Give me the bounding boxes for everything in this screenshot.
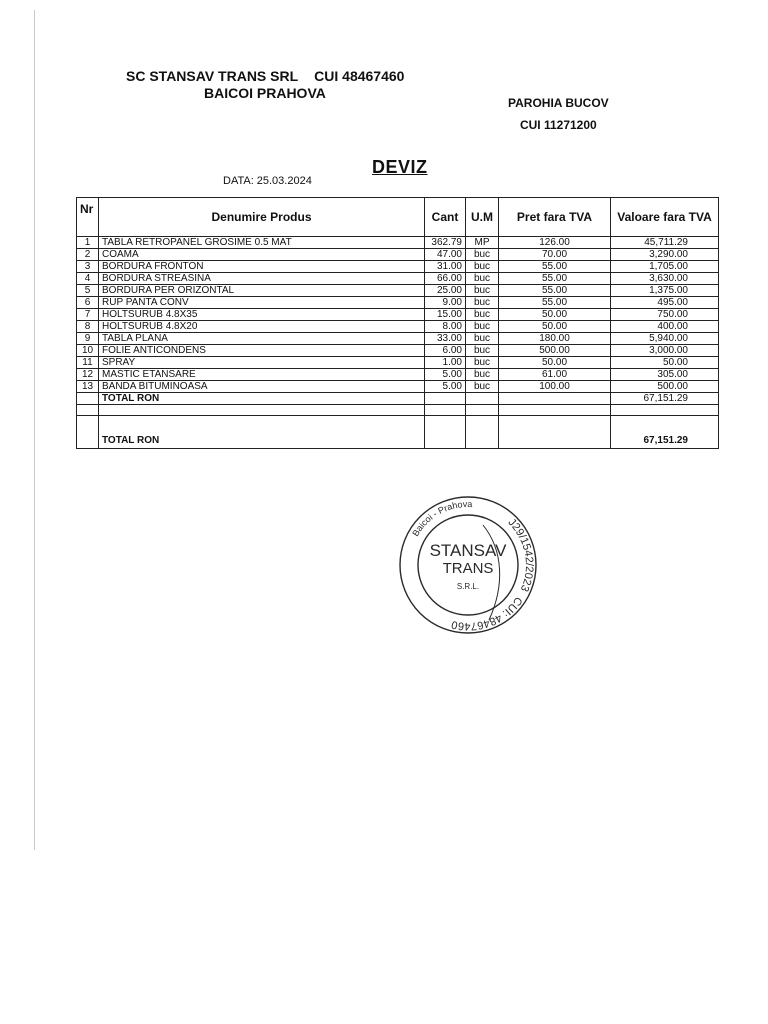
row-valoare: 500.00 [611, 381, 719, 393]
row-cant: 25.00 [425, 285, 466, 297]
row-pret: 500.00 [499, 345, 611, 357]
row-valoare: 305.00 [611, 369, 719, 381]
row-cant: 362.79 [425, 237, 466, 249]
row-name: SPRAY [99, 357, 425, 369]
subtotal-row [77, 393, 719, 405]
row-valoare: 5,940.00 [611, 333, 719, 345]
row-cant: 5.00 [425, 369, 466, 381]
row-name: MASTIC ETANSARE [99, 369, 425, 381]
company-stamp [393, 490, 543, 640]
stamp-line1: STANSAV [429, 541, 507, 560]
row-pret: 61.00 [499, 369, 611, 381]
empty-cell [499, 405, 611, 416]
row-um: buc [466, 345, 499, 357]
row-pret: 180.00 [499, 333, 611, 345]
table-row [77, 321, 719, 333]
row-um: buc [466, 333, 499, 345]
subtotal-empty-cell [77, 393, 99, 405]
row-valoare: 50.00 [611, 357, 719, 369]
table-row [77, 297, 719, 309]
row-um: buc [466, 249, 499, 261]
empty-row [77, 405, 719, 416]
table-row [77, 381, 719, 393]
subtotal-empty-cell [466, 393, 499, 405]
date-label: DATA: [223, 175, 254, 187]
subtotal-empty-cell [425, 393, 466, 405]
row-name: HOLTSURUB 4.8X35 [99, 309, 425, 321]
row-cant: 31.00 [425, 261, 466, 273]
subtotal-label: TOTAL RON [99, 393, 425, 405]
row-valoare: 3,290.00 [611, 249, 719, 261]
row-nr: 4 [77, 273, 99, 285]
client-cui: CUI 11271200 [519, 118, 597, 132]
row-name: COAMA [99, 249, 425, 261]
stamp-line2: TRANS [442, 560, 494, 577]
document-title: DEVIZ [372, 157, 428, 177]
client-block [508, 92, 609, 136]
row-nr: 9 [77, 333, 99, 345]
header-name: Denumire Produs [99, 198, 425, 237]
final-total-value: 67,151.29 [611, 416, 719, 449]
table-row [77, 273, 719, 285]
table-row [77, 237, 719, 249]
row-valoare: 1,705.00 [611, 261, 719, 273]
empty-cell [425, 405, 466, 416]
company-header [126, 68, 404, 102]
empty-cell [466, 405, 499, 416]
row-um: buc [466, 297, 499, 309]
stamp-suffix: S.R.L. [456, 582, 480, 591]
row-nr: 13 [77, 381, 99, 393]
row-um: buc [466, 285, 499, 297]
subtotal-value: 67,151.29 [611, 393, 719, 405]
row-pret: 70.00 [499, 249, 611, 261]
row-um: buc [466, 369, 499, 381]
table-row [77, 369, 719, 381]
row-valoare: 3,000.00 [611, 345, 719, 357]
final-total-label: TOTAL RON [99, 416, 425, 449]
row-pret: 55.00 [499, 285, 611, 297]
row-pret: 50.00 [499, 309, 611, 321]
row-cant: 5.00 [425, 381, 466, 393]
table-row [77, 333, 719, 345]
row-name: RUP PANTA CONV [99, 297, 425, 309]
estimate-table [76, 197, 719, 449]
company-name: SC STANSAV TRANS SRL [126, 68, 299, 84]
row-nr: 1 [77, 237, 99, 249]
final-empty-cell [77, 416, 99, 449]
scan-edge-line [34, 10, 35, 850]
row-valoare: 495.00 [611, 297, 719, 309]
final-empty-cell [499, 416, 611, 449]
row-cant: 47.00 [425, 249, 466, 261]
stamp-ring-right: CUI: 48467460 [450, 594, 525, 633]
row-nr: 10 [77, 345, 99, 357]
company-location: BAICOI PRAHOVA [204, 85, 326, 101]
row-cant: 8.00 [425, 321, 466, 333]
row-cant: 9.00 [425, 297, 466, 309]
row-valoare: 1,375.00 [611, 285, 719, 297]
row-pret: 55.00 [499, 297, 611, 309]
header-cant: Cant [425, 198, 466, 237]
row-nr: 3 [77, 261, 99, 273]
row-pret: 55.00 [499, 261, 611, 273]
client-name: PAROHIA BUCOV [508, 96, 609, 110]
row-pret: 50.00 [499, 321, 611, 333]
stamp-ring-bottom: Baicoi - Prahova [410, 498, 473, 539]
date-value: 25.03.2024 [256, 175, 312, 187]
row-um: buc [466, 321, 499, 333]
row-name: BANDA BITUMINOASA [99, 381, 425, 393]
stamp-ring-left: J29/1542/2023 [505, 516, 536, 594]
table-header-row [77, 198, 719, 237]
header-pret: Pret fara TVA [499, 198, 611, 237]
row-cant: 33.00 [425, 333, 466, 345]
row-pret: 50.00 [499, 357, 611, 369]
table-row [77, 261, 719, 273]
row-valoare: 750.00 [611, 309, 719, 321]
row-pret: 55.00 [499, 273, 611, 285]
table-row [77, 309, 719, 321]
row-um: buc [466, 357, 499, 369]
empty-cell [611, 405, 719, 416]
empty-cell [99, 405, 425, 416]
row-name: HOLTSURUB 4.8X20 [99, 321, 425, 333]
row-name: TABLA PLANA [99, 333, 425, 345]
row-name: FOLIE ANTICONDENS [99, 345, 425, 357]
row-name: BORDURA STREASINA [99, 273, 425, 285]
final-empty-cell [466, 416, 499, 449]
row-name: BORDURA FRONTON [99, 261, 425, 273]
document-date [223, 175, 312, 187]
row-um: buc [466, 309, 499, 321]
table-row [77, 249, 719, 261]
row-name: TABLA RETROPANEL GROSIME 0.5 MAT [99, 237, 425, 249]
subtotal-empty-cell [499, 393, 611, 405]
row-nr: 2 [77, 249, 99, 261]
row-cant: 15.00 [425, 309, 466, 321]
row-um: buc [466, 381, 499, 393]
row-um: buc [466, 273, 499, 285]
company-cui: CUI 48467460 [314, 68, 405, 84]
header-valoare: Valoare fara TVA [611, 198, 719, 237]
row-um: MP [466, 237, 499, 249]
row-nr: 7 [77, 309, 99, 321]
row-nr: 8 [77, 321, 99, 333]
final-empty-cell [425, 416, 466, 449]
row-pret: 100.00 [499, 381, 611, 393]
row-valoare: 400.00 [611, 321, 719, 333]
row-cant: 1.00 [425, 357, 466, 369]
final-total-row [77, 416, 719, 449]
row-cant: 6.00 [425, 345, 466, 357]
header-um: U.M [466, 198, 499, 237]
table-row [77, 357, 719, 369]
row-cant: 66.00 [425, 273, 466, 285]
header-nr: Nr [77, 198, 99, 237]
row-nr: 12 [77, 369, 99, 381]
row-name: BORDURA PER ORIZONTAL [99, 285, 425, 297]
row-nr: 5 [77, 285, 99, 297]
row-valoare: 45,711.29 [611, 237, 719, 249]
table-row [77, 345, 719, 357]
empty-cell [77, 405, 99, 416]
row-valoare: 3,630.00 [611, 273, 719, 285]
row-pret: 126.00 [499, 237, 611, 249]
table-row [77, 285, 719, 297]
row-nr: 6 [77, 297, 99, 309]
row-um: buc [466, 261, 499, 273]
row-nr: 11 [77, 357, 99, 369]
